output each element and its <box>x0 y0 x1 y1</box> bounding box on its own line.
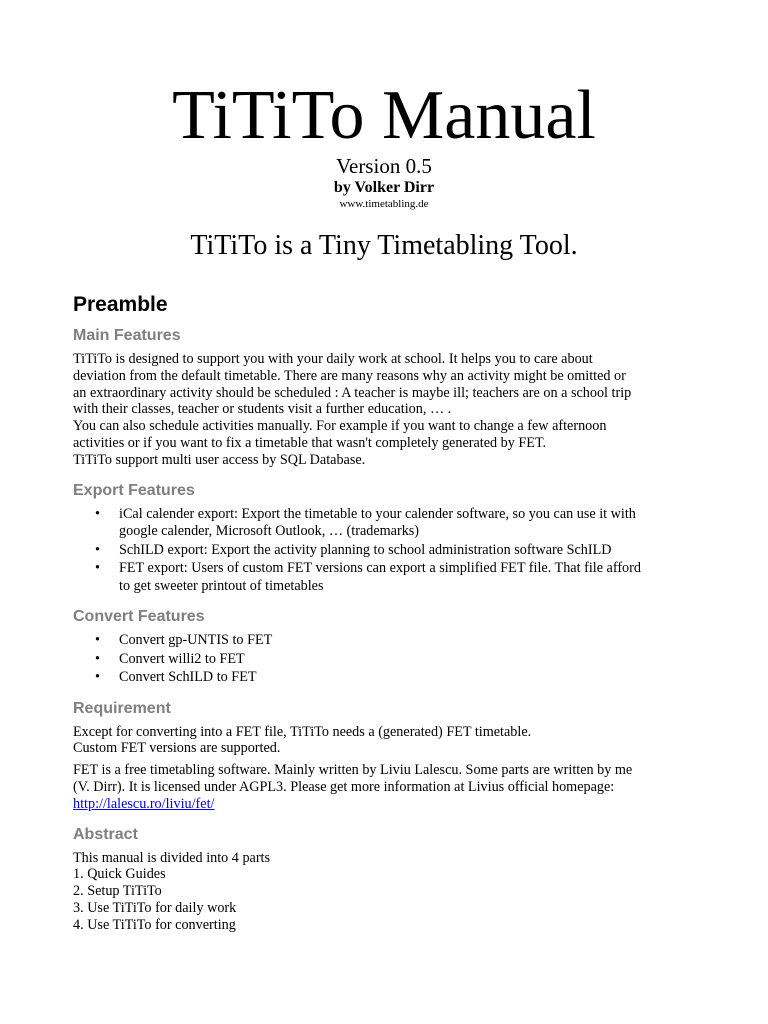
list-item <box>73 542 703 560</box>
document-title: TiTiTo Manual <box>172 77 596 154</box>
list-item: • Convert willi2 to FET <box>73 651 703 669</box>
requirement-text <box>73 724 703 758</box>
text-line: • SchILD export: Export the activity planning to school administration software SchILD <box>119 541 612 558</box>
text-line: 3. Use TiTiTo for daily work <box>73 899 237 916</box>
text-line: 1. Quick Guides <box>73 866 166 883</box>
requirement-heading: Requirement <box>73 699 171 717</box>
tagline: TiTiTo is a Tiny Timetabling Tool. <box>190 230 578 261</box>
list-item <box>73 506 703 541</box>
author-label: by Volker Dirr <box>333 179 435 196</box>
text-line: FET is a free timetabling software. Mainly written by Liviu Lalescu. Some parts are written by me <box>73 762 633 779</box>
list-item <box>73 560 703 595</box>
text-line: TiTiTo support multi user access by SQL Database. <box>73 451 366 468</box>
text-line: • FET export: Users of custom FET versions can export a simplified FET file. That file afford <box>119 560 641 577</box>
text-line: TiTiTo is designed to support you with your daily work at school. It helps you to care about <box>73 351 593 367</box>
preamble-heading: Preamble <box>73 293 168 316</box>
version-label: Version 0.5 <box>336 154 432 178</box>
list-item: • Convert gp-UNTIS to FET <box>73 632 703 650</box>
convert-features-heading: Convert Features <box>73 608 205 626</box>
website-label: www.timetabling.de <box>339 198 429 210</box>
text-line: google calender, Microsoft Outlook, … (trademarks) <box>119 523 420 540</box>
fet-info-text <box>73 762 703 812</box>
main-features-heading: Main Features <box>73 327 181 344</box>
text-line: • iCal calender export: Export the timetable to your calender software, so you can use it with <box>119 505 636 522</box>
main-features-text <box>73 351 703 469</box>
text-line: activities or if you want to fix a timetable that wasn't completely generated by FET. <box>73 434 547 451</box>
list-item: • Convert SchILD to FET <box>73 669 703 687</box>
text-line: 4. Use TiTiTo for converting <box>73 916 236 933</box>
export-features-list <box>73 506 703 596</box>
text-line: to get sweeter printout of timetables <box>119 577 324 594</box>
text-line: 2. Setup TiTiTo <box>73 883 162 900</box>
document-body <box>73 292 703 934</box>
abstract-text <box>73 850 703 934</box>
text-line: This manual is divided into 4 parts <box>73 849 271 866</box>
export-features-heading: Export Features <box>73 481 195 499</box>
text-line: an extraordinary activity should be scheduled : A teacher is maybe ill; teachers are on a school trip <box>73 384 632 401</box>
text-line: (V. Dirr). It is licensed under AGPL3. Please get more information at Livius official homepage: <box>73 778 615 795</box>
abstract-heading: Abstract <box>73 825 138 843</box>
text-line: Except for converting into a FET file, TiTiTo needs a (generated) FET timetable. <box>73 723 532 740</box>
fet-homepage-link[interactable]: http://lalescu.ro/liviu/fet/ <box>73 795 215 812</box>
text-line: deviation from the default timetable. There are many reasons why an activity might be omitted or <box>73 367 626 384</box>
text-line: Custom FET versions are supported. <box>73 740 281 757</box>
convert-features-list <box>73 632 703 687</box>
text-line: You can also schedule activities manually. For example if you want to change a few afternoon <box>73 418 607 435</box>
text-line: with their classes, teacher or students visit a further education, … . <box>73 401 452 418</box>
